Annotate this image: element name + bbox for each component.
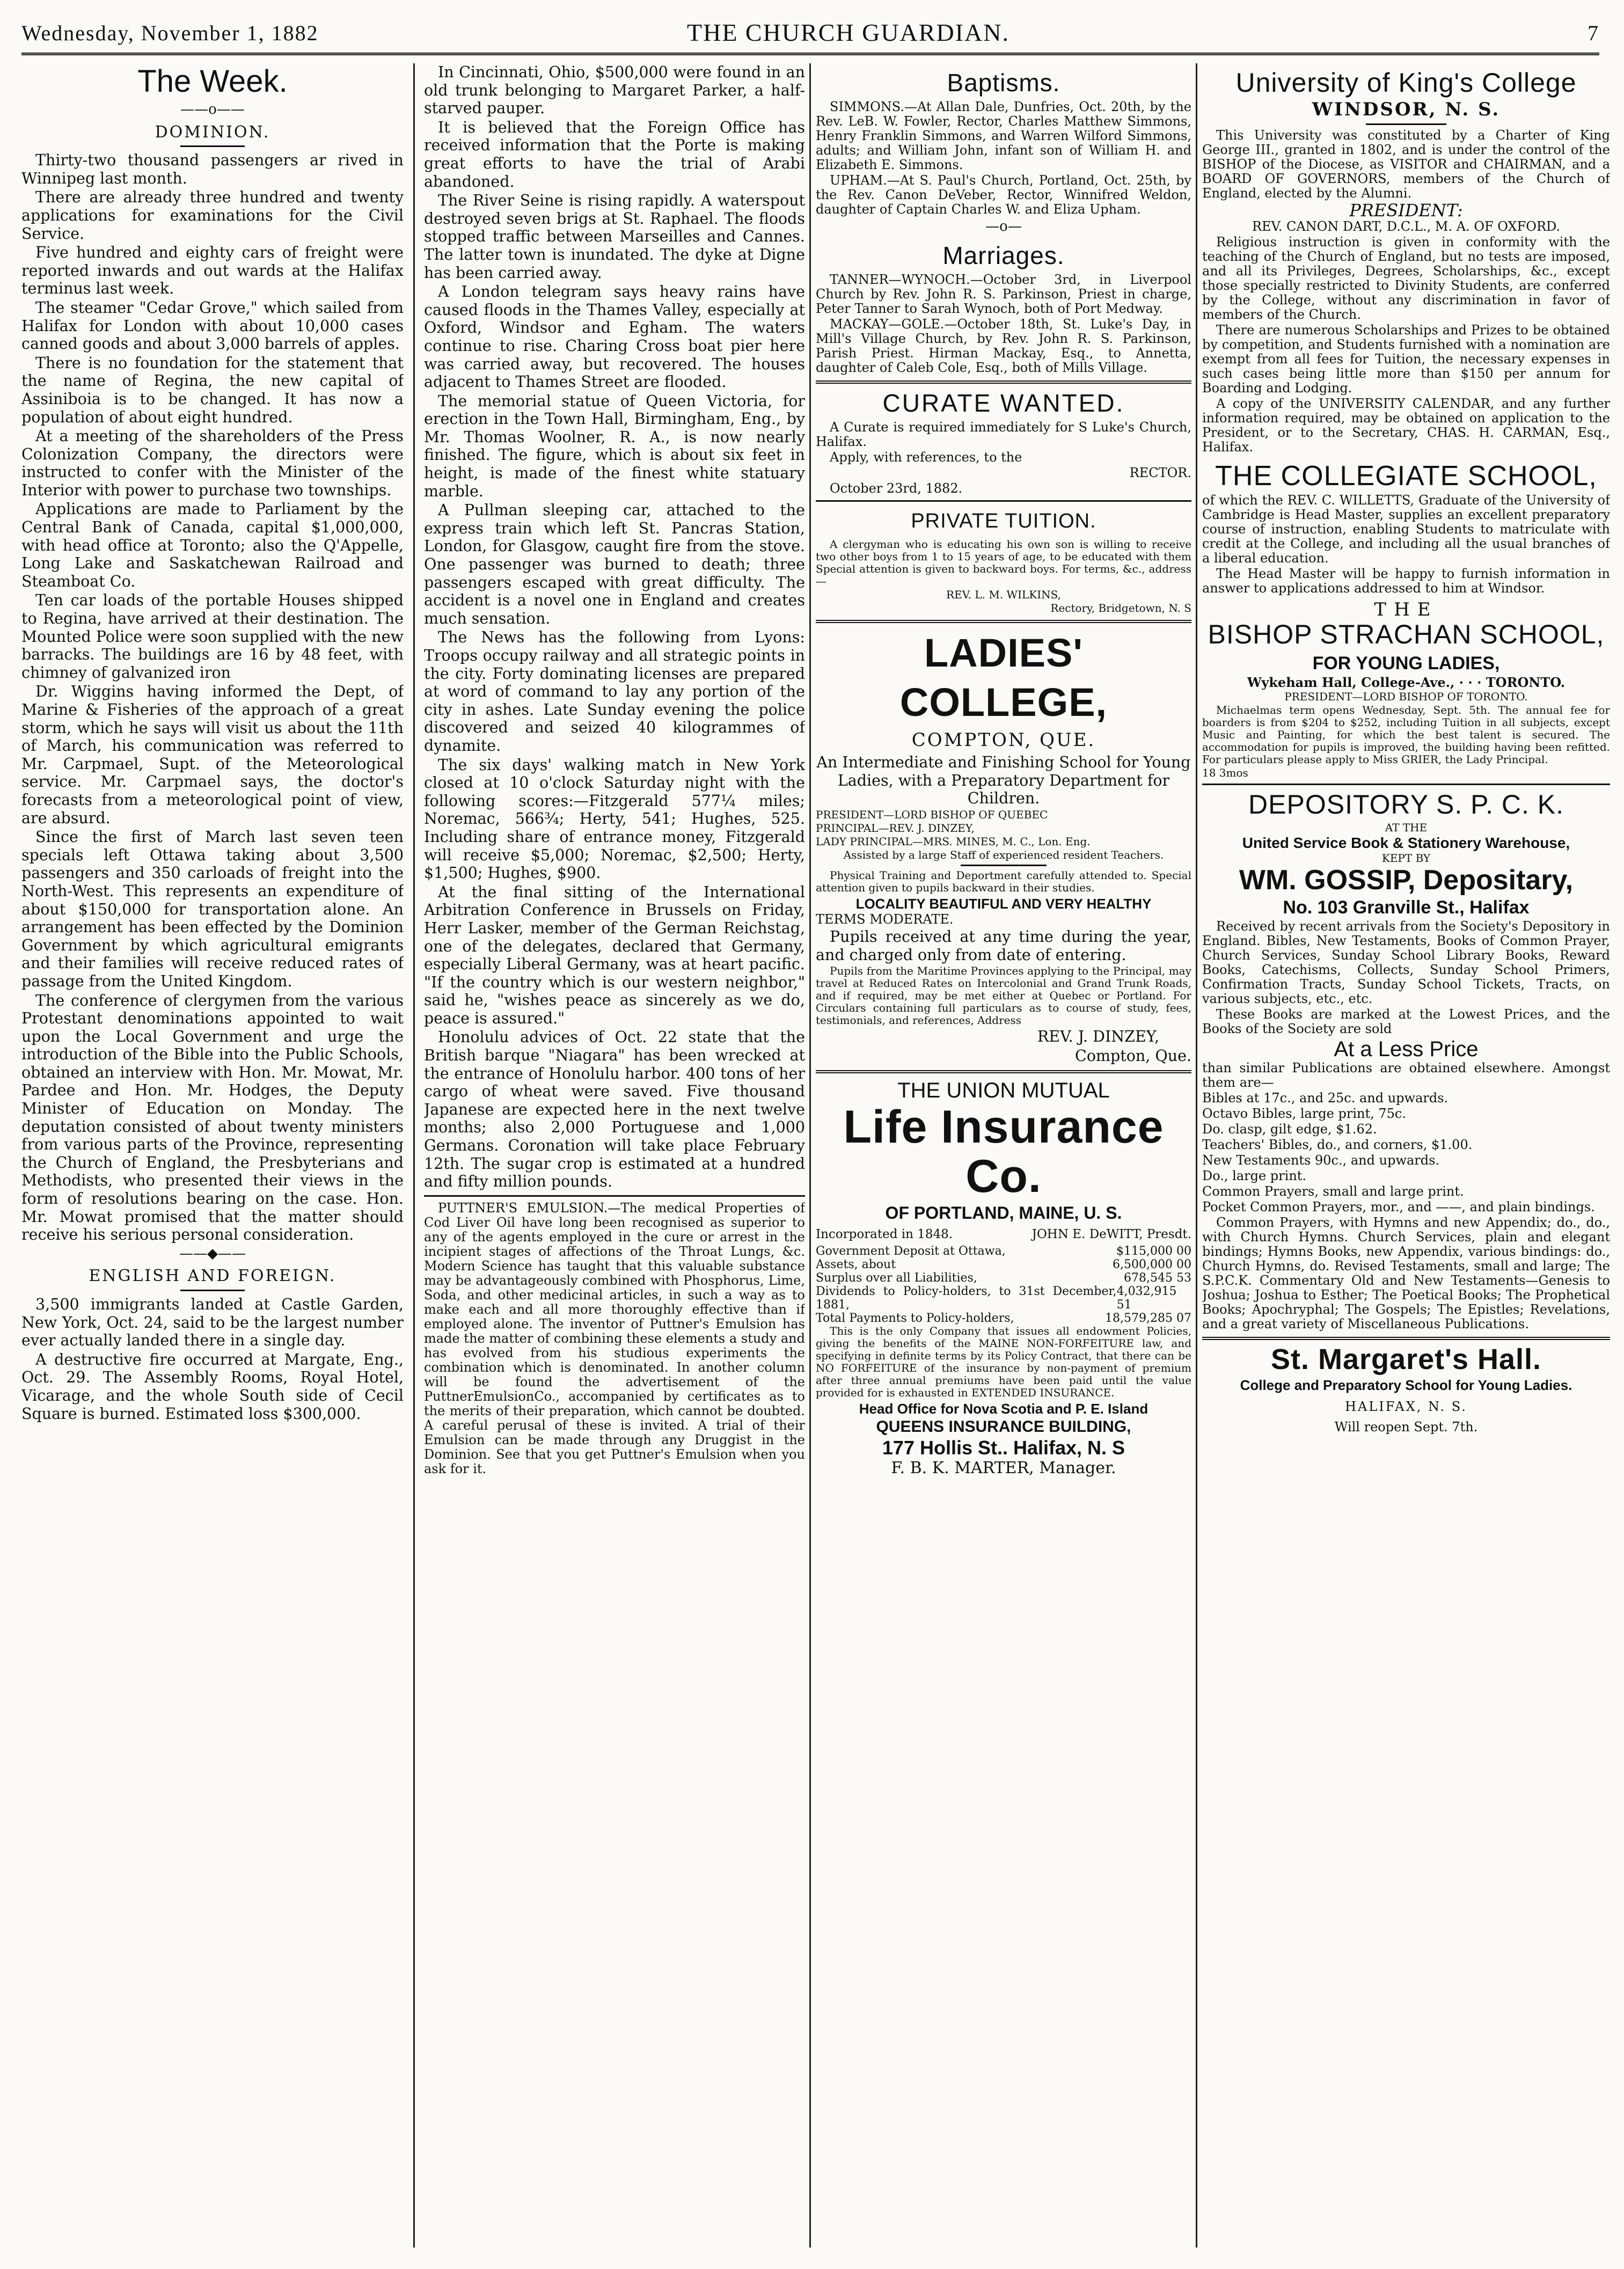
depository-body-4: Common Prayers, with Hymns and new Appendix; do., do., with Church Hymns. Church Services, plain and elegant bindings; Hymns Books, new Appendix, various bindings: do., Church Hymns, do. Revised Testaments, small and large; The S.P.C.K. Commentary Old and New Testaments—Genesis to Joshua; Joshua to Esther; The Poetical Books; The Prophetical Books; Apochryphal; The Gospels; The Epistles; Revelations, and a great variety of Miscellaneous Publications.: [1202, 1214, 1610, 1331]
depository-at: AT THE: [1385, 821, 1428, 834]
kings-title: University of King's College: [1235, 68, 1577, 98]
union-line-1: THE UNION MUTUAL: [897, 1079, 1110, 1103]
ladies-signer: REV. J. DINZEY,: [1037, 1028, 1159, 1046]
fin-label: Surplus over all Liabilities,: [816, 1271, 977, 1285]
fin-label: Assets, about: [816, 1258, 896, 1272]
double-rule: [816, 380, 1191, 384]
divider-rule: [816, 500, 1191, 502]
union-address: 177 Hollis St.. Halifax, N. S: [882, 1437, 1125, 1459]
news-item: Five hundred and eighty cars of freight were reported inwards and out wards at the Halifax terminus last week.: [21, 244, 404, 298]
short-rule: [180, 145, 245, 147]
notice-item: SIMMONS.—At Allan Dale, Dunfries, Oct. 20th, by the Rev. LeB. W. Fowler, Rector, Charles Matthew Simmons, Henry Franklin Simmons, and Warren Wilford Simmons, adults; and William John, infant son of William H. and Elizabeth E. Simmons.: [816, 99, 1191, 172]
news-item: A destructive fire occurred at Margate, Eng., Oct. 29. The Assembly Rooms, Royal Hotel, Vicarage, and the whole South side of Cecil Square is burned. Estimated loss $300,000.: [21, 1350, 404, 1423]
curate-apply: Apply, with references, to the: [830, 449, 1022, 465]
list-item: Pocket Common Prayers, mor., and ——, and plain bindings.: [1202, 1199, 1595, 1214]
short-rule: [961, 865, 1047, 866]
list-item: Do., large print.: [1202, 1168, 1307, 1183]
tuition-signer: REV. L. M. WILKINS,: [946, 588, 1061, 601]
union-office: Head Office for Nova Scotia and P. E. Island: [859, 1401, 1148, 1417]
column-rule: [1196, 63, 1197, 2248]
curate-body: A Curate is required immediately for S Luke's Church, Halifax.: [816, 419, 1191, 449]
news-item: Since the first of March last seven teen specials left Ottawa taking about 3,500 passengers and 350 carloads of freight into the North-West. This represents an expenditure of about $150,000 for transportation alone. An arrangement has been effected by the Dominion Government by which agricultural emigrants and their families will receive reduced rates of passage from the United Kingdom.: [21, 828, 404, 990]
strachan-the: THE: [1374, 599, 1438, 621]
ladies-college-title: LADIES' COLLEGE,: [899, 630, 1108, 724]
tuition-title: PRIVATE TUITION.: [911, 509, 1096, 532]
column-rule: [413, 63, 415, 2248]
news-item: The memorial statue of Queen Victoria, for erection in the Town Hall, Birmingham, Eng., by Mr. Thomas Woolner, R. A., is now nearly finished. The figure, which is about six feet in height, is made of the finest white statuary marble.: [424, 392, 805, 500]
tuition-body: A clergyman who is educating his own son is willing to receive two other boys from 1 to 15 years of age, to be educated with them Special attention is given to backward boys. For terms, &c., address—: [816, 537, 1191, 588]
column-1: [21, 63, 404, 2253]
margaret-reopen: Will reopen Sept. 7th.: [1334, 1419, 1478, 1435]
list-item: Common Prayers, small and large print.: [1202, 1183, 1464, 1199]
union-line-2: Life Insurance Co.: [843, 1101, 1164, 1203]
news-item: 3,500 immigrants landed at Castle Garden, New York, Oct. 24, said to be the largest number ever actually landed there in a single day.: [21, 1295, 404, 1350]
depository-body-2: These Books are marked at the Lowest Prices, and the Books of the Society are sold: [1202, 1006, 1610, 1036]
fin-value: $115,000 00: [1116, 1245, 1191, 1258]
news-item: Ten car loads of the portable Houses shipped to Regina, have arrived at their destination. The Mounted Police were soon supplied with the new barracks. The buildings are 16 by 48 feet, with chimney of galvanized iron: [21, 591, 404, 682]
depository-address: No. 103 Granville St., Halifax: [1283, 897, 1530, 918]
list-item: Do. clasp, gilt edge, $1.62.: [1202, 1121, 1377, 1137]
news-item: At the final sitting of the International Arbitration Conference in Brussels on Friday, Herr Lasker, member of the German Reichstag, one of the delegates, declared that Germany, especially Liberal Germany, was at heart pacific. "If the country which is our western neighbor," said he, "wishes peace as sincerely as we do, peace is assured.": [424, 883, 805, 1027]
masthead: [21, 15, 1599, 55]
staff-line: PRINCIPAL—REV. J. DINZEY,: [816, 821, 975, 835]
news-item: The River Seine is rising rapidly. A waterspout destroyed seven brigs at St. Raphael. The floods stopped traffic between Marseilles and Cannes. The latter town is inundated. The dyke at Digne has been carried away.: [424, 192, 805, 282]
strachan-president: PRESIDENT—LORD BISHOP OF TORONTO.: [1284, 690, 1528, 703]
union-line-3: OF PORTLAND, MAINE, U. S.: [885, 1203, 1122, 1223]
divider-rule: [424, 1195, 805, 1197]
depository-less-price: At a Less Price: [1334, 1037, 1479, 1061]
ladies-pupils: Pupils received at any time during the year, and charged only from date of entering.: [816, 927, 1191, 964]
column-3: [816, 63, 1191, 2253]
fin-label: Government Deposit at Ottawa,: [816, 1245, 1006, 1258]
strachan-sub: FOR YOUNG LADIES,: [1312, 653, 1500, 674]
news-item: There is no foundation for the statement that the name of Regina, the new capital of Assiniboia is to be changed. It has now a population of about eight hundred.: [21, 354, 404, 426]
union-note: This is the only Company that issues all endowment Policies, giving the benefits of the MAINE NON-FORFEITURE law, and specifying in definite terms by its Policy Contract, that there can be NO FORFEITURE of the insurance by non-payment of premium after three annual premiums have been paid until the value provided for is exhausted in EXTENDED INSURANCE.: [816, 1324, 1191, 1400]
news-item: There are already three hundred and twenty applications for examinations for the Civil Service.: [21, 188, 404, 243]
news-item: Honolulu advices of Oct. 22 state that the British barque "Niagara" has been wrecked at the entrance of Honolulu harbor. 400 tons of her cargo of wheat were saved. Five thousand Japanese are expected here in the next twelve months; also 2,000 Portuguese and 1,000 Germans. Coronation will take place February 12th. The sugar crop is estimated at a hundred and fifty million pounds.: [424, 1028, 805, 1191]
fin-label: Total Payments to Policy-holders,: [816, 1312, 1014, 1326]
news-item: Thirty-two thousand passengers ar rived in Winnipeg last month.: [21, 151, 404, 187]
column-rule: [809, 63, 811, 2248]
column-2: [424, 63, 805, 2253]
news-item: Dr. Wiggins having informed the Dept, of Marine & Fisheries of the approach of a great storm, which he says will visit us about the 11th of March, his communication was referred to Mr. Carpmael, Supt. of the Meteorological service. Mr. Carpmael says, the doctor's forecasts from a meteorological point of view, are absurd.: [21, 683, 404, 827]
issue-date: Wednesday, November 1, 1882: [21, 21, 319, 45]
short-rule: [180, 1290, 245, 1291]
double-rule: [816, 620, 1191, 623]
section-title-week: The Week.: [137, 64, 288, 99]
notice-item: UPHAM.—At S. Paul's Church, Portland, Oct. 25th, by the Rev. Canon DeVeber, Rector, Winnifred Weldon, daughter of Captain Charles W. and Eliza Upham.: [816, 173, 1191, 217]
ladies-sign-place: Compton, Que.: [1075, 1046, 1191, 1065]
news-item: The steamer "Cedar Grove," which sailed from Halifax for London with about 10,000 cases canned goods and about 3,000 barrels of apples.: [21, 298, 404, 353]
ladies-locality: LOCALITY BEAUTIFUL AND VERY HEALTHY: [855, 895, 1152, 912]
collegiate-title: THE COLLEGIATE SCHOOL,: [1215, 460, 1597, 492]
strachan-code: 18 3mos: [1202, 766, 1248, 779]
fin-label: Dividends to Policy-holders, to 31st December, 1881,: [816, 1285, 1117, 1312]
fin-value: 678,545 53: [1124, 1271, 1191, 1285]
short-rule: [1366, 123, 1446, 125]
fin-value: 4,032,915 51: [1116, 1285, 1177, 1312]
ornament-divider: ——◆——: [179, 1245, 246, 1262]
ladies-college-place: COMPTON, QUE.: [911, 729, 1096, 751]
depository-title: DEPOSITORY S. P. C. K.: [1248, 789, 1564, 819]
collegiate-body-2: The Head Master will be happy to furnish information in answer to applications addressed to him at Windsor.: [1202, 566, 1610, 596]
notice-item: TANNER—WYNOCH.—October 3rd, in Liverpool Church by Rev. John R. S. Parkinson, Priest in charge, Peter Tanner to Sarah Wynoch, both of Port Medway.: [816, 272, 1191, 316]
double-rule: [1202, 1337, 1610, 1340]
section-head-foreign: ENGLISH AND FOREIGN.: [89, 1267, 336, 1286]
double-rule: [816, 1070, 1191, 1073]
depository-body: Received by recent arrivals from the Society's Depository in England. Bibles, New Testaments, Books of Common Prayer, Church Services, Sunday School Library Books, Reward Books, Catechisms, Collects, Sunday School Primers, Confirmation Tracts, Sunday School Tickets, Tracts, on various subjects, etc., etc.: [1202, 918, 1610, 1006]
ladies-physical: Physical Training and Deportment carefully attended to. Special attention given to pupils backward in their studies.: [816, 868, 1191, 894]
puttner-notice: PUTTNER'S EMULSION.—The medical Properties of Cod Liver Oil have long been recognised as superior to any of the agents employed in the cure or arrest in the incipient stages of affections of the Throat Lungs, &c. Modern Science has taught that this valuable substance may be advantageously combined with Phosphorus, Lime, Soda, and other medicinal articles, in such a way as to make each and all more thoroughly effective than if employed alone. The inventor of Puttner's Emulsion has made the matter of combining these elements a study and has evolved from his studious experiments the combination which is denominated. In another column will be found the advertisement of the PuttnerEmulsionCo., accompanied by certificates as to the merits of their preparation, which cannot be doubted. A careful perusal of these is invited. A trial of their Emulsion can be made through any Druggist in the Dominion. See that you get Puttner's Emulsion when you ask for it.: [424, 1200, 805, 1476]
news-item: In Cincinnati, Ohio, $500,000 were found in an old trunk belonging to Margaret Parker, a half-starved pauper.: [424, 63, 805, 118]
kings-body-3: There are numerous Scholarships and Prizes to be obtained by competition, and Students furnished with a nomination are exempt from all fees for Tuition, the necessary expenses in such cases being little more than $150 per annum for Boarding and Lodging.: [1202, 323, 1610, 396]
strachan-address: Wykeham Hall, College-Ave., · · · TORONTO.: [1247, 674, 1566, 690]
news-item: It is believed that the Foreign Office has received information that the Porte is making great efforts to have the trial of Arabi abandoned.: [424, 118, 805, 191]
list-item: Octavo Bibles, large print, 75c.: [1202, 1106, 1406, 1121]
kings-president-head: PRESIDENT:: [1349, 200, 1463, 221]
news-item: A Pullman sleeping car, attached to the express train which left St. Pancras Station, London, for Glasgow, caught fire from the stove. One passenger was burned to death; three passengers escaped with great difficulty. The accident is a novel one in England and creates much sensation.: [424, 501, 805, 627]
page-number: 7: [1588, 21, 1599, 45]
column-4: [1202, 63, 1610, 2253]
curate-signer: RECTOR.: [1129, 465, 1191, 480]
ladies-college-desc: An Intermediate and Finishing School for Young Ladies, with a Preparatory Department for Children.: [816, 753, 1191, 808]
strachan-title: BISHOP STRACHAN SCHOOL,: [1208, 619, 1605, 649]
ornament-divider: ——o——: [180, 101, 245, 118]
section-head-dominion: DOMINION.: [155, 122, 270, 142]
depository-warehouse: United Service Book & Stationery Warehouse,: [1242, 834, 1570, 851]
union-incorporated: Incorporated in 1848.: [816, 1227, 953, 1242]
notice-item: MACKAY—GOLE.—October 18th, St. Luke's Day, in Mill's Village Church, by Rev. John R. S. Parkinson, Parish Priest. Hirman Mackay, Esq., to Annetta, daughter of Caleb Cole, Esq., both of Mills Village.: [816, 316, 1191, 375]
kings-body-4: A copy of the UNIVERSITY CALENDAR, and any further information required, may be obtained on application to the President, or to the Secretary, CHAS. H. CARMAN, Esq., Halifax.: [1202, 396, 1610, 455]
ladies-fine-print: Pupils from the Maritime Provinces applying to the Principal, may travel at Reduced Rates on Intercolonial and Grand Trunk Roads, and if required, may be met either at Quebec or Portland. For Circulars containing full particulars as to course of study, fees, testimonials, and references, Address: [816, 964, 1191, 1027]
staff-line: Assisted by a large Staff of experienced resident Teachers.: [843, 848, 1164, 861]
list-item: Bibles at 17c., and 25c. and upwards.: [1202, 1090, 1449, 1106]
union-president: JOHN E. DeWITT, Presdt.: [1032, 1227, 1191, 1242]
union-manager: F. B. K. MARTER, Manager.: [891, 1459, 1116, 1478]
margaret-place: HALIFAX, N. S.: [1345, 1399, 1467, 1414]
kings-body-2: Religious instruction is given in conformity with the teaching of the Church of England, but no tests are imposed, and all its Privileges, Degrees, Scholarships, &c., except those specially restricted to Divinity Students, are conferred by the College, without any discrimination in favor of members of the Church.: [1202, 235, 1610, 323]
news-item: At a meeting of the shareholders of the Press Colonization Company, the directors were instructed to confer with the Minister of the Interior with power to purchase two townships.: [21, 427, 404, 499]
tuition-place: Rectory, Bridgetown, N. S: [1050, 601, 1191, 614]
news-item: Applications are made to Parliament by the Central Bank of Canada, capital $1,000,000, with head office at Toronto; also the Q'Appelle, Long Lake and Saskatchewan Railroad and Steamboat Co.: [21, 500, 404, 590]
collegiate-body: of which the REV. C. WILLETTS, Graduate of the University of Cambridge is Head Master, supplies an excellent preparatory course of instruction, enabling Students to matriculate with credit at the College, and including all the usual branches of a liberal education.: [1202, 493, 1610, 566]
strachan-body: Michaelmas term opens Wednesday, Sept. 5th. The annual fee for boarders is from $204 to $252, including Tuition in all subjects, except Music and Painting, for which the best talent is secured. The accommodation for pupils is improved, the building having been refitted. For particulars please apply to Miss GRIER, the Lady Principal.: [1202, 703, 1610, 766]
kings-body: This University was constituted by a Charter of King George III., granted in 1802, and is under the control of the BISHOP of the Diocese, as VISITOR and CHAIRMAN, and a BOARD OF GOVERNORS, members of the Church of England, elected by the Alumni.: [1202, 127, 1610, 201]
news-item: A London telegram says heavy rains have caused floods in the Thames Valley, especially at Oxford, Windsor and Egham. The waters continue to rise. Charing Cross boat pier here was carried away, but recovered. The houses adjacent to Thames Street are flooded.: [424, 283, 805, 391]
ladies-terms: TERMS MODERATE.: [816, 911, 954, 927]
newspaper-title: THE CHURCH GUARDIAN.: [687, 19, 1009, 46]
kings-place: WINDSOR, N. S.: [1312, 99, 1501, 120]
fin-value: 18,579,285 07: [1105, 1312, 1191, 1326]
baptisms-title: Baptisms.: [947, 69, 1060, 97]
staff-line: PRESIDENT—LORD BISHOP OF QUEBEC: [816, 808, 1048, 821]
depository-body-3: than similar Publications are obtained elsewhere. Amongst them are—: [1202, 1060, 1610, 1090]
depository-name: WM. GOSSIP, Depositary,: [1239, 864, 1574, 896]
union-building: QUEENS INSURANCE BUILDING,: [876, 1418, 1131, 1436]
news-item: The News has the following from Lyons: Troops occupy railway and all strategic points in the city. Forty dominating licenses are prepared at word of command to lay any portion of the city in ashes. Late Sunday evening the police discovered and seized 40 kilogrammes of dynamite.: [424, 628, 805, 755]
news-item: The six days' walking match in New York closed at 10 o'clock Saturday night with the following scores:—Fitzgerald 577¼ miles; Noremac, 566¾; Herty, 541; Hughes, 525. Including share of entrance money, Fitzgerald will receive $5,000; Noremac, $2,500; Herty, $1,500; Hughes, $900.: [424, 756, 805, 882]
curate-date: October 23rd, 1882.: [830, 480, 963, 496]
list-item: Teachers' Bibles, do., and corners, $1.00.: [1202, 1137, 1473, 1152]
staff-line: LADY PRINCIPAL—MRS. MINES, M. C., Lon. Eng.: [816, 835, 1091, 848]
margaret-sub: College and Preparatory School for Young Ladies.: [1240, 1377, 1572, 1393]
margaret-title: St. Margaret's Hall.: [1271, 1343, 1541, 1375]
divider-rule: [1202, 784, 1610, 785]
news-item: The conference of clergymen from the various Protestant denominations appointed to wait upon the Local Government and urge the introduction of the Bible into the Public Schools, obtained an interview with Hon. Mr. Mowat, Mr. Pardee and Hon. Mr. Hodges, the Deputy Minister of Education on Monday. The deputation consisted of about twenty ministers from various parts of the Province, representing the Church of England, the Presbyterians and Methodists, who presented their views in the form of resolutions bearing on the case. Hon. Mr. Mowat promised that the matter should receive his serious personal consideration.: [21, 991, 404, 1244]
marriages-title: Marriages.: [942, 241, 1065, 269]
fin-value: 6,500,000 00: [1113, 1258, 1191, 1272]
list-item: New Testaments 90c., and upwards.: [1202, 1152, 1440, 1168]
depository-kept: KEPT BY: [1381, 851, 1431, 865]
ornament-divider: —o—: [985, 218, 1022, 235]
curate-title: CURATE WANTED.: [882, 389, 1125, 417]
kings-president: REV. CANON DART, D.C.L., M. A. OF OXFORD.: [1252, 219, 1561, 235]
